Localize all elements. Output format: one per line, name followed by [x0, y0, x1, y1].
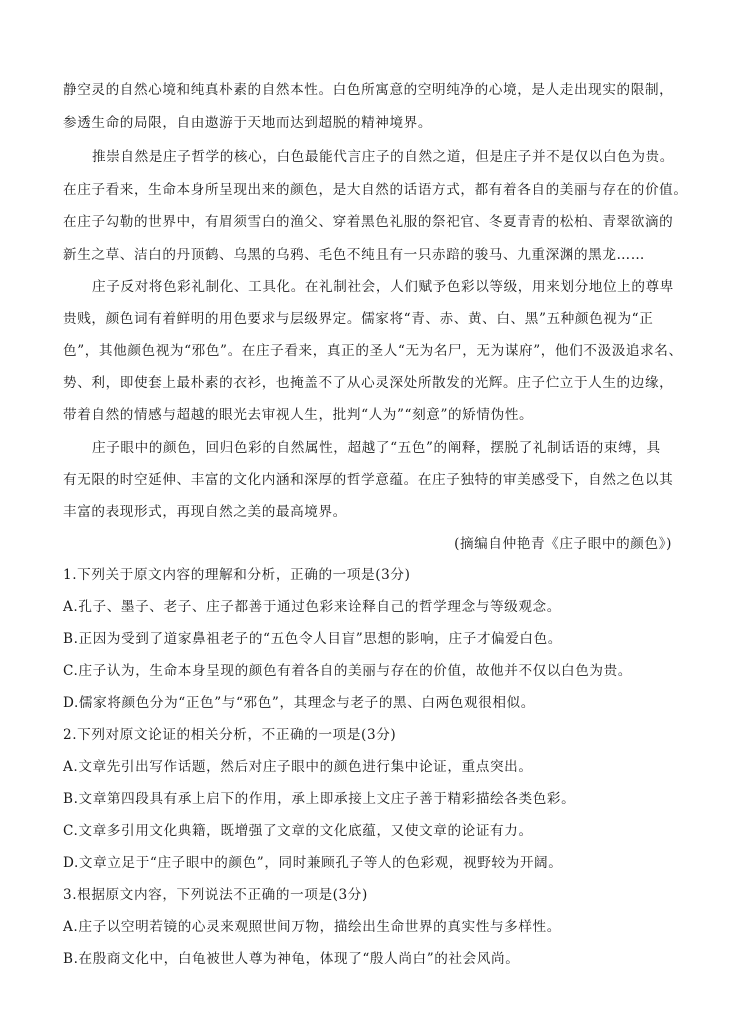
question-stem: 3.根据原文内容，下列说法不正确的一项是(3分): [63, 887, 368, 903]
passage-line: 庄子反对将色彩礼制化、工具化。在礼制社会，人们赋予色彩以等级，用来划分地位上的尊卑: [92, 279, 674, 295]
question-stem: 2.下列对原文论证的相关分析，不正确的一项是(3分): [63, 727, 397, 743]
passage-line: 贵贱，颜色词有着鲜明的用色要求与层级界定。儒家将“青、赤、黄、白、黑”五种颜色视为“正: [63, 311, 654, 327]
answer-option: B.在殷商文化中，白龟被世人尊为神龟，体现了“殷人尚白”的社会风尚。: [63, 951, 520, 967]
passage-line: 色”，其他颜色视为“邪色”。在庄子看来，真正的圣人“无为名尸，无为谋府”，他们不汲汲追求名、: [63, 343, 683, 359]
answer-option: D.文章立足于“庄子眼中的颜色”，同时兼顾孔子等人的色彩观，视野较为开阔。: [63, 855, 563, 871]
passage-line: 推崇自然是庄子哲学的核心，白色最能代言庄子的自然之道，但是庄子并不是仅以白色为贵。: [92, 149, 674, 165]
passage-line: 在庄子勾勒的世界中，有眉须雪白的渔父、穿着黑色礼服的祭祀官、冬夏青青的松柏、青翠欲滴的: [63, 214, 674, 230]
passage-line: 丰富的表现形式，再现自然之美的最高境界。: [63, 504, 347, 520]
answer-option: C.文章多引用文化典籍，既增强了文章的文化底蕴，又使文章的论证有力。: [63, 823, 533, 839]
answer-option: B.正因为受到了道家鼻祖老子的“五色令人目盲”思想的影响，庄子才偏爱白色。: [63, 631, 563, 647]
answer-option: A.庄子以空明若镜的心灵来观照世间万物，描绘出生命世界的真实性与多样性。: [63, 919, 561, 935]
passage-line: 有无限的时空延伸、丰富的文化内涵和深厚的哲学意蕴。在庄子独特的审美感受下，自然之色以其: [63, 472, 674, 488]
answer-option: B.文章第四段具有承上启下的作用，承上即承接上文庄子善于精彩描绘各类色彩。: [63, 791, 576, 807]
passage-line: 在庄子看来，生命本身所呈现出来的颜色，是大自然的话语方式，都有着各自的美丽与存在的价值。: [63, 182, 688, 198]
passage-line: 新生之草、洁白的丹顶鹤、乌黑的乌鸦、毛色不纯且有一只赤踣的骏马、九重深渊的黑龙……: [63, 247, 645, 263]
passage-line: 带着自然的情感与超越的眼光去审视人生，批判“人为”“刻意”的矫情伪性。: [63, 407, 534, 423]
answer-option: D.儒家将颜色分为“正色”与“邪色”，其理念与老子的黑、白两色观很相似。: [63, 695, 535, 711]
passage-line: 静空灵的自然心境和纯真朴素的自然本性。白色所寓意的空明纯净的心境，是人走出现实的限制，: [63, 82, 674, 98]
passage-line: 庄子眼中的颜色，回归色彩的自然属性，超越了“五色”的阐释，摆脱了礼制话语的束缚，具: [92, 440, 661, 456]
answer-option: A.文章先引出写作话题，然后对庄子眼中的颜色进行集中论证，重点突出。: [63, 759, 533, 775]
source-citation: (摘编自仲艳青《庄子眼中的颜色》): [454, 536, 672, 552]
answer-option: A.孔子、墨子、老子、庄子都善于通过色彩来诠释自己的哲学理念与等级观念。: [63, 599, 561, 615]
passage-line: 势、利，即使套上最朴素的衣衫，也掩盖不了从心灵深处所散发的光辉。庄子伫立于人生的边缘，: [63, 375, 674, 391]
question-stem: 1.下列关于原文内容的理解和分析，正确的一项是(3分): [63, 567, 411, 583]
passage-line: 参透生命的局限，自由遨游于天地而达到超脱的精神境界。: [63, 115, 433, 131]
answer-option: C.庄子认为，生命本身呈现的颜色有着各自的美丽与存在的价值，故他并不仅以白色为贵。: [63, 663, 632, 679]
